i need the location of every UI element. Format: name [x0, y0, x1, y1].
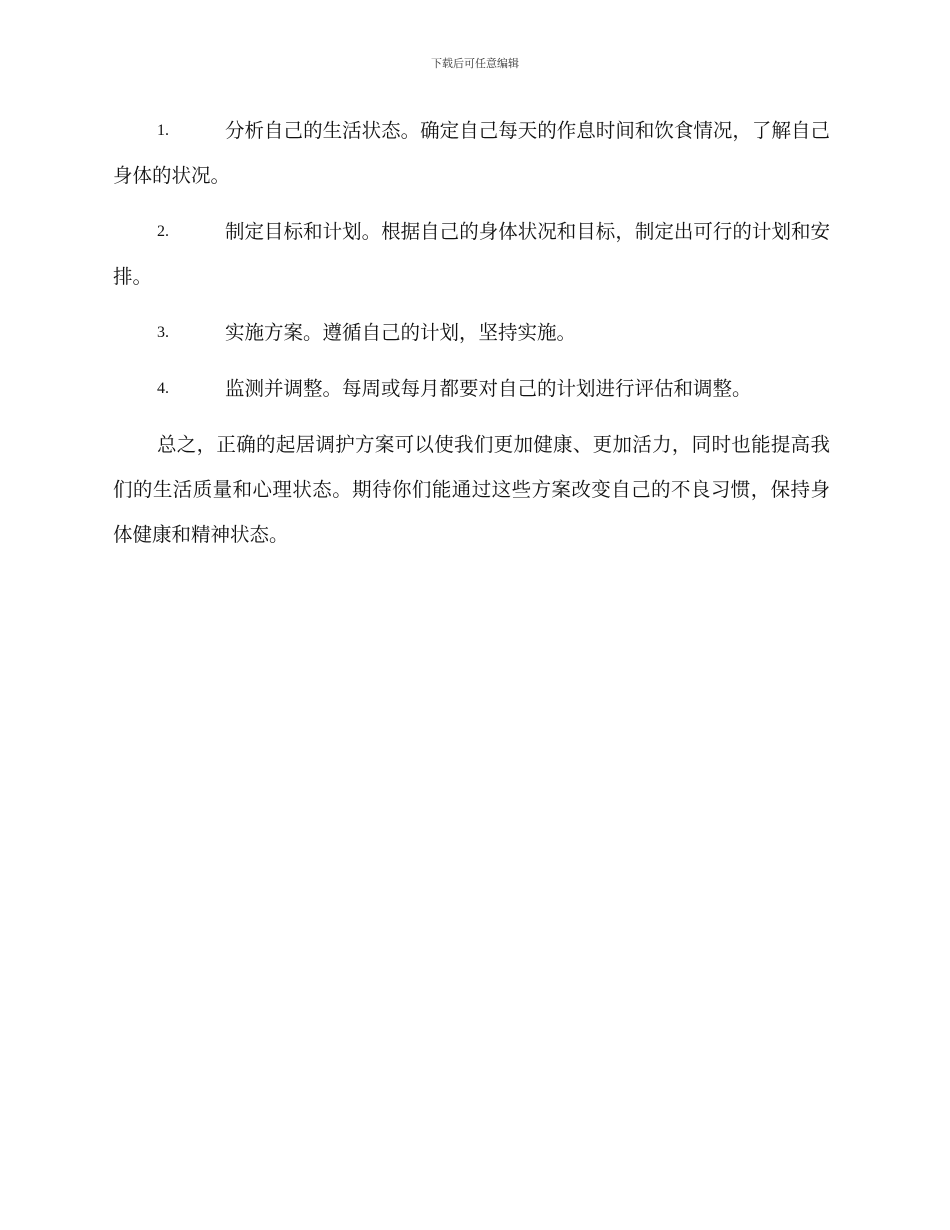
list-item [113, 310, 830, 355]
list-item [113, 108, 830, 198]
page-header: 下载后可任意编辑 [431, 57, 519, 70]
list-item [113, 209, 830, 299]
list-item-text: 分析自己的生活状态。确定自己每天的作息时间和饮食情况，了解自己身体的状况。 [113, 119, 830, 187]
list-item-number: 1. [157, 122, 169, 139]
list-item-number: 3. [157, 324, 169, 341]
list-item-number: 2. [157, 223, 169, 240]
list-item-text: 制定目标和计划。根据自己的身体状况和目标，制定出可行的计划和安排。 [113, 220, 830, 288]
conclusion-paragraph: 总之，正确的起居调护方案可以使我们更加健康、更加活力，同时也能提高我们的生活质量和心理状态。期待你们能通过这些方案改变自己的不良习惯，保持身体健康和精神状态。 [113, 433, 830, 546]
list-item [113, 366, 830, 411]
document-body [113, 108, 830, 557]
list-item-text: 监测并调整。每周或每月都要对自己的计划进行评估和调整。 [225, 377, 752, 400]
list-item-number: 4. [157, 380, 169, 397]
list-item-text: 实施方案。遵循自己的计划，坚持实施。 [225, 321, 577, 344]
